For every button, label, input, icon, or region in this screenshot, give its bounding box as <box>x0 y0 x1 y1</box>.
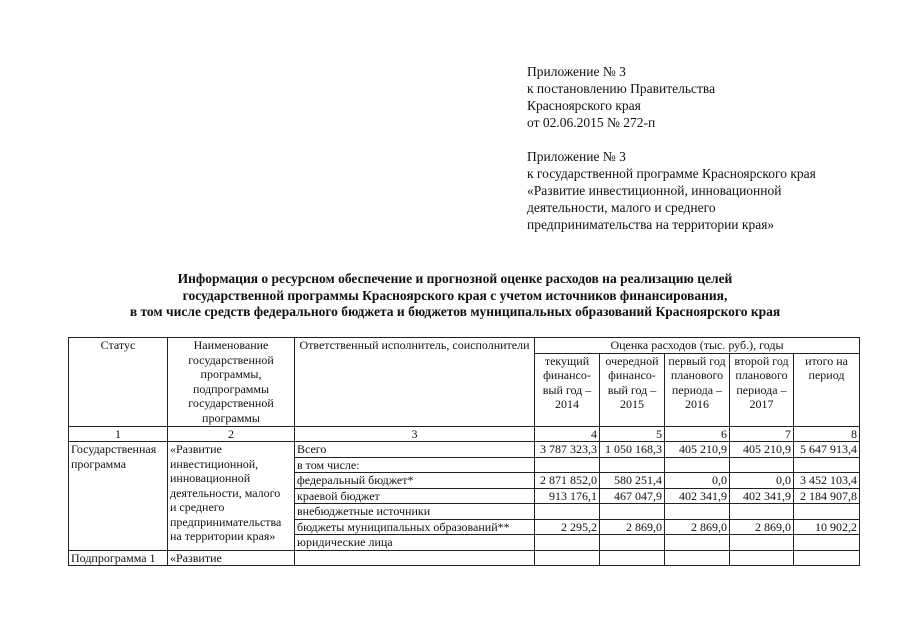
column-number: 4 <box>535 426 600 442</box>
value-2016: 0,0 <box>665 473 730 489</box>
value-total: 3 452 103,4 <box>794 473 860 489</box>
table-row <box>69 442 860 458</box>
appendix-line: к постановлению Правительства <box>527 81 716 96</box>
column-number: 7 <box>730 426 794 442</box>
document-title <box>40 271 870 321</box>
value-2016: 405 210,9 <box>665 442 730 458</box>
column-number: 1 <box>69 426 168 442</box>
appendix-line: Приложение № 3 <box>527 149 626 164</box>
value-2015: 1 050 168,3 <box>600 442 665 458</box>
value-2014 <box>535 504 600 520</box>
value-total <box>794 457 860 473</box>
header-year-2017: второй год планового периода – 2017 <box>730 353 794 426</box>
funding-source-label: бюджеты муниципальных образований** <box>295 519 535 535</box>
program-status: Государственная программа <box>69 442 168 551</box>
value-total: 2 184 907,8 <box>794 488 860 504</box>
value-2016 <box>665 457 730 473</box>
appendix-line: Красноярского края <box>527 98 641 113</box>
value-2014 <box>535 457 600 473</box>
subprogram-value <box>600 550 665 566</box>
value-2015 <box>600 535 665 551</box>
subprogram-value <box>535 550 600 566</box>
value-2017 <box>730 457 794 473</box>
header-row <box>69 338 860 354</box>
appendix-line: к государственной программе Красноярского края <box>527 166 816 181</box>
value-2016: 402 341,9 <box>665 488 730 504</box>
subprogram-status: Подпрограмма 1 <box>69 550 168 566</box>
funding-source-label: краевой бюджет <box>295 488 535 504</box>
column-number: 3 <box>295 426 535 442</box>
value-total: 5 647 913,4 <box>794 442 860 458</box>
value-2014: 2 295,2 <box>535 519 600 535</box>
value-2015: 467 047,9 <box>600 488 665 504</box>
value-2014: 3 787 323,3 <box>535 442 600 458</box>
header-program-name: Наименование государственной программы, подпрограммы государственной программы <box>168 338 295 427</box>
value-2015 <box>600 457 665 473</box>
subprogram-executor <box>295 550 535 566</box>
header-status: Статус <box>69 338 168 427</box>
value-2014 <box>535 535 600 551</box>
appendix-line: деятельности, малого и среднего <box>527 200 716 215</box>
appendix-line: от 02.06.2015 № 272-п <box>527 115 656 130</box>
table-row-subprogram <box>69 550 860 566</box>
appendix-line: Приложение № 3 <box>527 64 626 79</box>
value-2017 <box>730 504 794 520</box>
subprogram-value <box>665 550 730 566</box>
value-2017: 405 210,9 <box>730 442 794 458</box>
title-line: в том числе средств федерального бюджета и бюджетов муниципальных образований Красноярского края <box>129 304 781 319</box>
value-2017 <box>730 535 794 551</box>
funding-source-label: федеральный бюджет* <box>295 473 535 489</box>
appendix-block-government-resolution <box>527 63 715 131</box>
value-2014: 913 176,1 <box>535 488 600 504</box>
header-year-2014: текущий финансо-вый год – 2014 <box>535 353 600 426</box>
appendix-line: предпринимательства на территории края» <box>527 217 775 232</box>
header-estimate: Оценка расходов (тыс. руб.), годы <box>535 338 860 354</box>
column-numbers-row <box>69 426 860 442</box>
funding-source-label: юридические лица <box>295 535 535 551</box>
resource-table <box>68 337 860 566</box>
appendix-line: «Развитие инвестиционной, инновационной <box>527 183 782 198</box>
value-total: 10 902,2 <box>794 519 860 535</box>
title-line: Информация о ресурсном обеспечение и прогнозной оценке расходов на реализацию целей <box>177 271 733 286</box>
column-number: 6 <box>665 426 730 442</box>
subprogram-name: «Развитие <box>168 550 295 566</box>
value-2017: 402 341,9 <box>730 488 794 504</box>
title-line: государственной программы Красноярского края с учетом источников финансирования, <box>182 287 728 303</box>
value-2016: 2 869,0 <box>665 519 730 535</box>
funding-source-label: Всего <box>295 442 535 458</box>
column-number: 2 <box>168 426 295 442</box>
value-2014: 2 871 852,0 <box>535 473 600 489</box>
value-2015 <box>600 504 665 520</box>
funding-source-label: внебюджетные источники <box>295 504 535 520</box>
value-2017: 0,0 <box>730 473 794 489</box>
header-total: итого на период <box>794 353 860 426</box>
funding-source-label: в том числе: <box>295 457 535 473</box>
header-executor: Ответственный исполнитель, соисполнители <box>295 338 535 427</box>
value-2015: 580 251,4 <box>600 473 665 489</box>
value-2015: 2 869,0 <box>600 519 665 535</box>
value-total <box>794 535 860 551</box>
column-number: 8 <box>794 426 860 442</box>
program-name: «Развитие инвестиционной, инновационной деятельности, малого и среднего предпринимательства на территории края» <box>168 442 295 551</box>
value-total <box>794 504 860 520</box>
subprogram-value <box>794 550 860 566</box>
value-2016 <box>665 504 730 520</box>
value-2017: 2 869,0 <box>730 519 794 535</box>
appendix-block-state-program <box>527 148 816 233</box>
subprogram-value <box>730 550 794 566</box>
header-year-2015: очередной финансо-вый год – 2015 <box>600 353 665 426</box>
column-number: 5 <box>600 426 665 442</box>
header-year-2016: первый год планового периода – 2016 <box>665 353 730 426</box>
value-2016 <box>665 535 730 551</box>
